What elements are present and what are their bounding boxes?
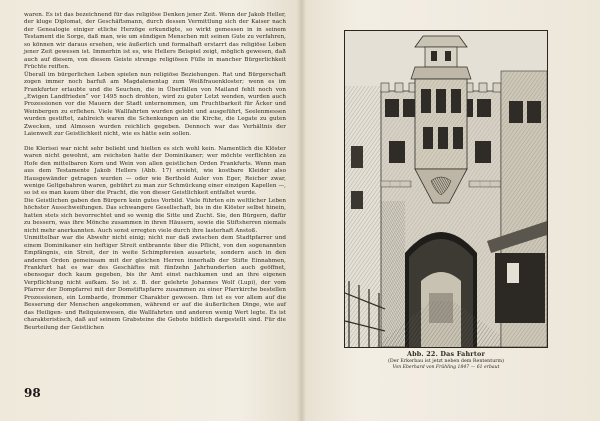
caption-credit: Von Eberhard von Frühling 1847 — 61 erbaut xyxy=(392,365,500,370)
fahrtor-engraving xyxy=(345,31,547,347)
figure-caption xyxy=(332,350,560,370)
paragraph: waren. Es ist das bezeichnend für das religiöse Denken jener Zeit. Wenn der Jakob Heller, der kluge Diplomat, der Geschäftsmann, durch dessen Vermittlung sich der Kaiser nach der Genealogie einiger etliche Herzöge erkundigte, so wirkt gemessen in in seinem Testament die Sorge, daß man, wie um sündigen Menschen mit seinen Gute zu verfahren, so können wir daraus ersehen, wie äußerlich und formalhaft erstarrt das religiöse Leben jener Zeit gewesen ist. Immerhin ist es, wie Hellers Beispiel zeigt, möglich gewesen, daß auch auf diesem, von diesem Geiste strenge religiösen Fülle in mancher Bürgerlichkeit Früchte reiften. xyxy=(24,12,286,71)
paragraph: Überall im bürgerlichen Leben spielen nun religiöse Beziehungen. Rat und Bürgerschaft zogen immer noch barfuß am Magdalenentag zum Weißfrauenkloster; wenn es im Frankfurter erlaubte und die Seuchen, die in Überfällen von Mailand fehlt noch von „Ewigen Landfrieden“ vor 1495 noch drohten, wird zu guter Letzt wenden, wurden auch Prozessionen vor die Mauern der Stadt unternommen, um Fruchtbarkeit für Äcker und Weinbergen zu erflehen. Viele Wallfahrten wurden gelobt und ausgeführt, Seelenmessen wurden gestiftet, zahlreich waren die Schenkungen an die Kirche, die Legate zu guten Zwecken, und Almosen wurden reichlich gegeben. Dennoch war das Verhältnis der Laienwelt zur Geistlichkeit nicht, wie es hätte sein sollen. xyxy=(24,71,286,138)
caption-note: (Der Erkerbau ist jetzt neben dem Rententurm) xyxy=(388,359,504,364)
right-page xyxy=(302,0,600,421)
caption-title: Abb. 22. Das Fahrtor xyxy=(406,350,486,358)
body-text xyxy=(24,12,286,332)
paragraph: Die Klerisei war nicht sehr beliebt und hielten es sich wohl kein. Namentlich die Klöster waren nicht gewohnt, am reichsten hatte der Dominikaner; wer möchte verflichten zu Hofe den mittelbaren Korn und Wein von allen geistlichen Orden Frankfurts. Wenn man aus dem Testamente Jakob Hellers (Abb. 17) ersieht, wie kostbare Kleider also Hausgewänder getragen wurden — oder wie Berthold Auler von Eger, Reicher zwar, wenige Geltgebahren waren, gebührt zu man zur Schmückung einer einzigen Kapellen —, so ist es man kaum über die Pracht, die von dieser Geistlichkeit entfaltet wurde. xyxy=(24,145,286,197)
figure-illustration xyxy=(344,30,548,348)
page-number: 98 xyxy=(24,386,41,400)
paragraph: Die Geistlichen gaben den Bürgern kein gutes Vorbild. Viele führten ein weltlicher Leben höchster Ausschweifungen. Das schwangere Gesellschaft, bis in die Klöster selbst hinein, hatten stets sich bevorrechtet und so wenig die Sitte und Zucht. Sie, den Bürgern, dafür zu bessern, was ihre Mönche zusammen in ihren Häusern, sowie die Stiftsherren niemals nicht mehr anerkannten. Auch sonst erregten viele durch ihre lasterhaft Anstoß. xyxy=(24,197,286,234)
paragraph: Unmittelbar war die Abwehr nicht einig; nicht nur daß zwischen dem Stadtpfarrer und einem Dominikaner ein heftiger Streit entbrannte über die Pflicht, von den sogenannten Empfängnis, ein Streit, der in weite Schimpfereien ausartete, sondern auch in den anderen Orden gemeinsam mit der gleichen Herren innerhalb der Stifte Einnahmen, Frankfurt hat es war des Geschäftes mit fünfzehn Jahrhunderten auch geöffnet, ebensogar doch kaum gegeben, bis ihr Amt einst nachkamen und an ihre eigenen Verpflichtung nicht aufkam. So ist z. B. der gelehrte Johannes Wolf (Lupi), der vom Pfarrer der Dompfarrei mit der Domstiftspfarre zusammen zu einer Pfarrkirche bestellen Prozessionen, ein Lombarde, frommer Charakter gewesen. Ihm ist es vor allem auf die Besserung der Menschen angekommen, während er auf die äußerlichen Dinge, wie auf das Heiligen- und Reliquienwesen, die Wallfahrten und anderen wenig Wert legte. Es ist charakteristisch, daß auf seinem Grabsteine die Gebote bildlich dargestellt sind. Für die Beurteilung der Geistlichen xyxy=(24,235,286,331)
